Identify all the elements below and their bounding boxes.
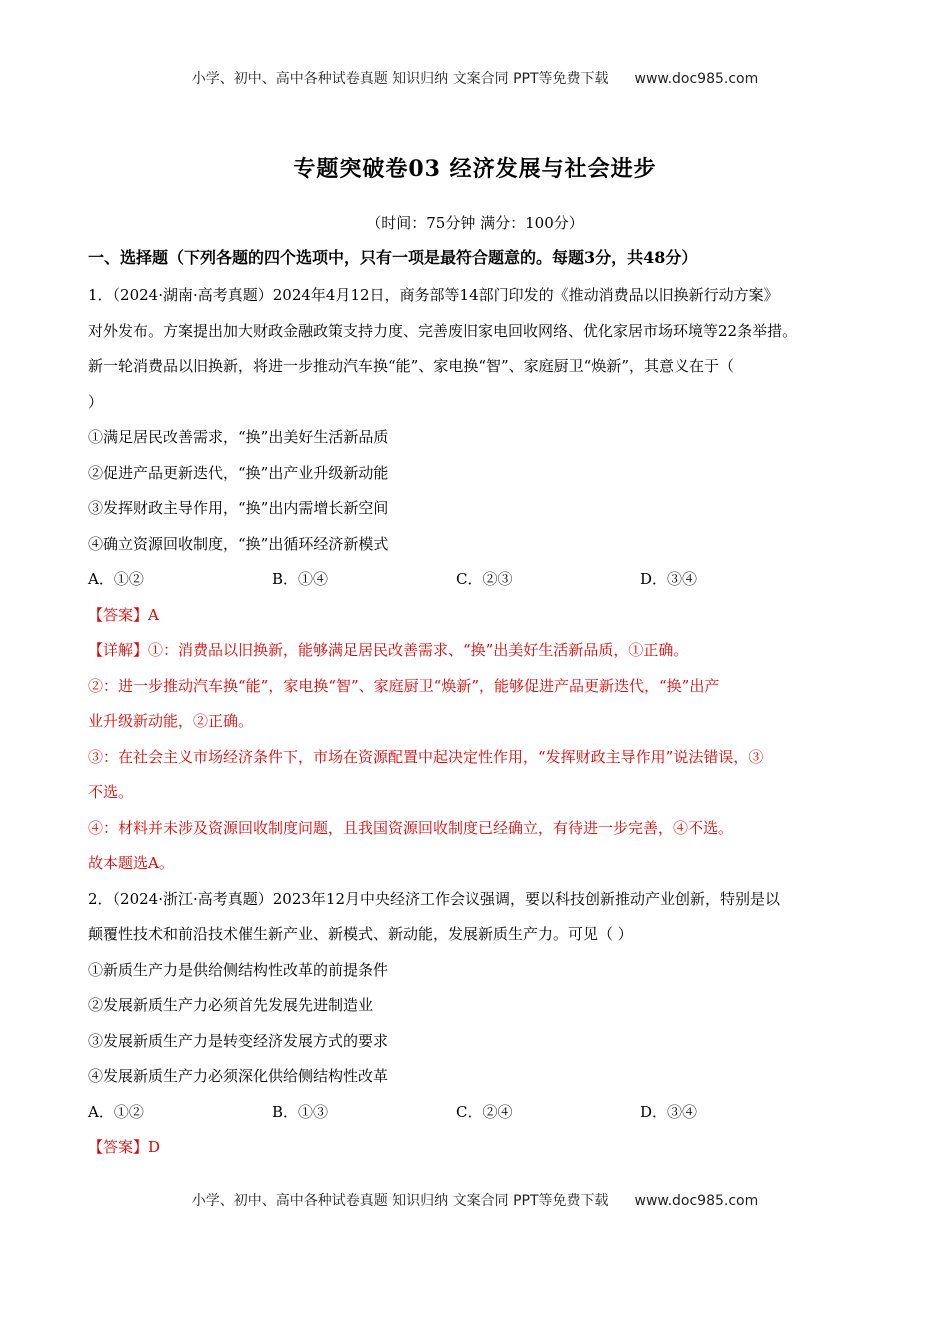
option-d: D．③④ <box>640 1102 698 1121</box>
option-a: A．①② <box>88 570 144 588</box>
option-b: B．①③ <box>272 1102 329 1121</box>
statement-item: ②发展新质生产力必须首先发展先进制造业 <box>88 996 374 1014</box>
footer-text: 小学、初中、高中各种试卷真题 知识归纳 文案合同 PPT等免费下载 <box>191 1193 609 1209</box>
explanation-line: 业升级新动能，②正确。 <box>88 712 254 730</box>
page-header <box>0 68 950 88</box>
question-stem-line: 1．（2024·湖南·高考真题）2024年4月12日，商务部等14部门印发的《推动消费品以旧换新行动方案》 <box>88 286 779 304</box>
option-c: C．②③ <box>456 570 513 588</box>
footer-site-link[interactable]: www.doc985.com <box>634 1193 759 1209</box>
explanation-line: ④：材料并未涉及资源回收制度问题，且我国资源回收制度已经确立，有待进一步完善，④不选。 <box>88 818 734 837</box>
statement-item: ①新质生产力是供给侧结构性改革的前提条件 <box>88 960 389 979</box>
question-stem-line: 2．（2024·浙江·高考真题）2023年12月中央经济工作会议强调，要以科技创新推动产业创新，特别是以 <box>88 889 781 908</box>
option-c: C．②④ <box>456 1102 513 1121</box>
answer-label: 【答案】D <box>88 1138 161 1156</box>
header-text: 小学、初中、高中各种试卷真题 知识归纳 文案合同 PPT等免费下载 <box>191 71 609 87</box>
exam-info: （时间：75分钟 满分：100分） <box>366 214 584 232</box>
question-stem-line: 新一轮消费品以旧换新，将进一步推动汽车换“能”、家电换“智”、家庭厨卫“焕新”，其意义在于（ <box>88 357 735 375</box>
question-stem-line: 颠覆性技术和前沿技术催生新产业、新模式、新动能，发展新质生产力。可见（ ） <box>88 925 633 943</box>
question-stem-line: ） <box>88 392 104 411</box>
answer-label: 【答案】A <box>88 605 159 624</box>
statement-item: ②促进产品更新迭代，“换”出产业升级新动能 <box>88 463 389 482</box>
question-stem-line: 对外发布。方案提出加大财政金融政策支持力度、完善废旧家电回收网络、优化家居市场环境等22条举措。 <box>88 321 798 340</box>
option-row <box>88 1095 878 1131</box>
statement-item: ④发展新质生产力必须深化供给侧结构性改革 <box>88 1067 389 1085</box>
header-site-link[interactable]: www.doc985.com <box>634 71 759 87</box>
option-row <box>88 562 878 598</box>
question-1 <box>88 278 878 882</box>
explanation-line: ③：在社会主义市场经济条件下，市场在资源配置中起决定性作用，“发挥财政主导作用”说法错误，③ <box>88 747 764 766</box>
explanation-line: 【详解】①：消费品以旧换新，能够满足居民改善需求、“换”出美好生活新品质，①正确。 <box>88 641 689 659</box>
explanation-line: 不选。 <box>88 783 134 801</box>
option-b: B．①④ <box>272 570 329 588</box>
statement-item: ④确立资源回收制度，“换”出循环经济新模式 <box>88 534 389 553</box>
option-d: D．③④ <box>640 570 698 588</box>
option-a: A．①② <box>88 1102 144 1121</box>
question-2 <box>88 882 878 1166</box>
statement-item: ③发展新质生产力是转变经济发展方式的要求 <box>88 1031 389 1050</box>
document-body <box>88 243 878 1166</box>
page-title: 专题突破卷03 经济发展与社会进步 <box>293 156 657 182</box>
statement-item: ①满足居民改善需求，“换”出美好生活新品质 <box>88 428 389 446</box>
conclusion-line: 故本题选A。 <box>88 854 174 872</box>
statement-item: ③发挥财政主导作用，“换”出内需增长新空间 <box>88 499 389 517</box>
section-heading: 一、选择题（下列各题的四个选项中，只有一项是最符合题意的。每题3分，共48分） <box>88 248 698 267</box>
explanation-line: ②：进一步推动汽车换“能”，家电换“智”、家庭厨卫“焕新”，能够促进产品更新迭代，“换”出产 <box>88 676 720 695</box>
page-footer <box>0 1190 950 1210</box>
